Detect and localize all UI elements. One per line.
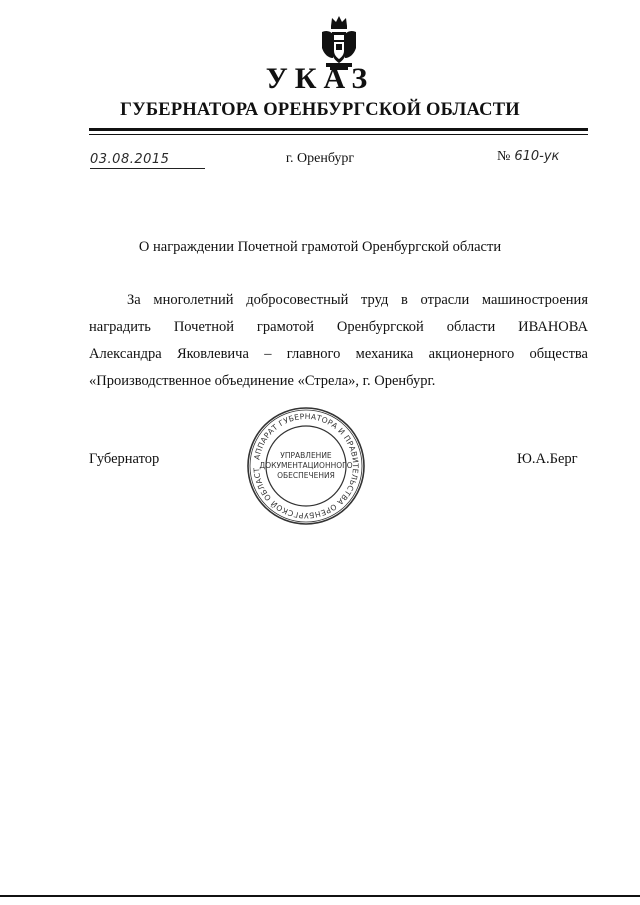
stamp-inner-line: ДОКУМЕНТАЦИОННОГО [259, 461, 353, 470]
stamp-inner-line: УПРАВЛЕНИЕ [280, 451, 332, 460]
stamp-outer-text: АППАРАТ ГУБЕРНАТОРА И ПРАВИТЕЛЬСТВА ОРЕНБУРГСКОЙ ОБЛАСТ [251, 411, 361, 521]
document-body [89, 287, 588, 395]
body-line: За многолетний добросовестный труд в отрасли машиностроения [127, 292, 588, 308]
header-rule-thick [89, 128, 588, 131]
signatory-position: Губернатор [89, 451, 160, 467]
signatory-name: Ю.А.Берг [517, 451, 578, 467]
body-line: Александра Яковлевича – главного механика акционерного общества [89, 346, 588, 362]
document-subtitle: ГУБЕРНАТОРА ОРЕНБУРГСКОЙ ОБЛАСТИ [120, 100, 520, 120]
header-rule-thin [89, 134, 588, 135]
body-line: «Производственное объединение «Стрела», г. Оренбург. [89, 373, 436, 389]
document-subject: О награждении Почетной грамотой Оренбургской области [138, 239, 502, 255]
official-stamp [243, 406, 369, 526]
date-underline [90, 168, 205, 169]
date-value: 03.08.2015 [90, 152, 170, 167]
city-label: г. Оренбург [285, 151, 355, 166]
number-value: 610-ук [514, 149, 560, 164]
stamp-inner-line: ОБЕСПЕЧЕНИЯ [277, 471, 335, 480]
body-line: наградить Почетной грамотой Оренбургской области ИВАНОВА [89, 319, 588, 335]
footer-rule [0, 895, 640, 897]
number-prefix: № [497, 149, 511, 164]
document-title: УКАЗ [265, 62, 375, 95]
number-field [497, 149, 592, 171]
